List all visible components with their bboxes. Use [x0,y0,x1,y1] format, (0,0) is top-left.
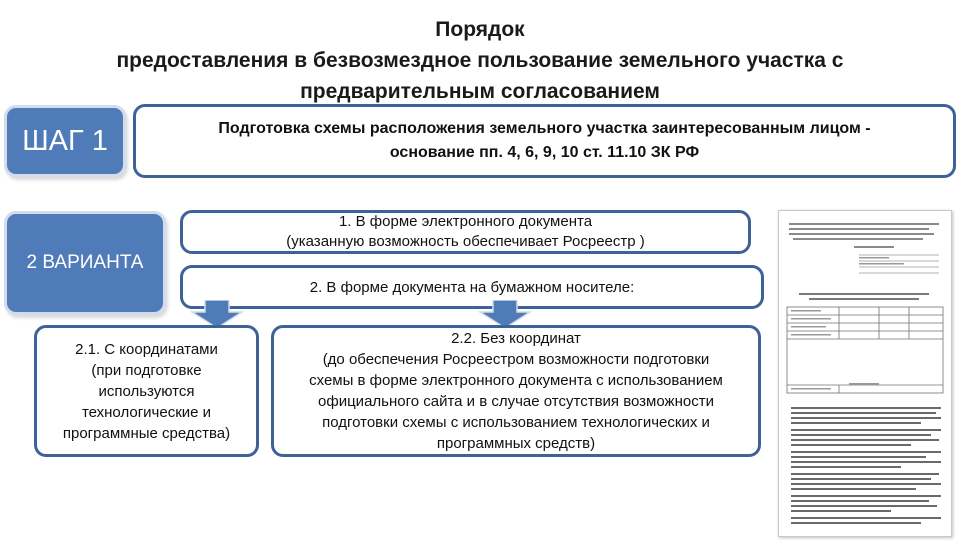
sub-option-1-line-4: технологические и [81,403,212,421]
step-description-box [133,104,956,178]
sub-option-1-line-2: (при подготовке [91,361,202,379]
sub-option-2-line-5: подготовки схемы с использованием технологических и [322,414,710,431]
sub-option-2-line-6: программных средств) [436,435,596,452]
sub-option-2-line-3: схемы в форме электронного документа с использованием [309,372,723,389]
option-electronic-line-1: 1. В форме электронного документа [338,213,593,230]
title-line-1: Порядок [435,18,525,41]
sub-option-with-coordinates-box [34,325,259,457]
variants-label: 2 ВАРИАНТА [26,252,144,273]
sub-option-without-coordinates-box [271,325,761,457]
option-paper-box [180,265,764,309]
variants-box [4,211,166,315]
sub-option-2-line-2: (до обеспечения Росреестром возможности подготовки [322,351,710,368]
sub-option-2-line-4: официального сайта и в случае отсутствия возможности [318,393,714,410]
step-label-box [4,105,126,177]
document-form-image [779,211,951,536]
document-form-thumbnail [778,210,952,537]
step-label: ШАГ 1 [22,124,108,157]
title-line-2: предоставления в безвозмездное пользование земельного участка с [116,49,844,72]
step-description-line-1: Подготовка схемы расположения земельного участка заинтересованным лицом - [218,120,871,137]
step-description-line-2: основание пп. 4, 6, 9, 10 ст. 11.10 ЗК РФ [389,144,700,161]
page-title [60,14,900,107]
title-line-3: предварительным согласованием [300,80,660,103]
sub-option-1-line-5: программные средства) [62,424,231,442]
sub-option-1-line-3: используются [98,382,195,400]
sub-option-2-line-1: 2.2. Без координат [451,330,581,347]
option-paper-label: 2. В форме документа на бумажном носителе: [309,278,635,296]
option-electronic-box [180,210,751,254]
option-electronic-line-2: (указанную возможность обеспечивает Росреестр ) [286,233,645,250]
sub-option-1-line-1: 2.1. С координатами [75,340,218,358]
